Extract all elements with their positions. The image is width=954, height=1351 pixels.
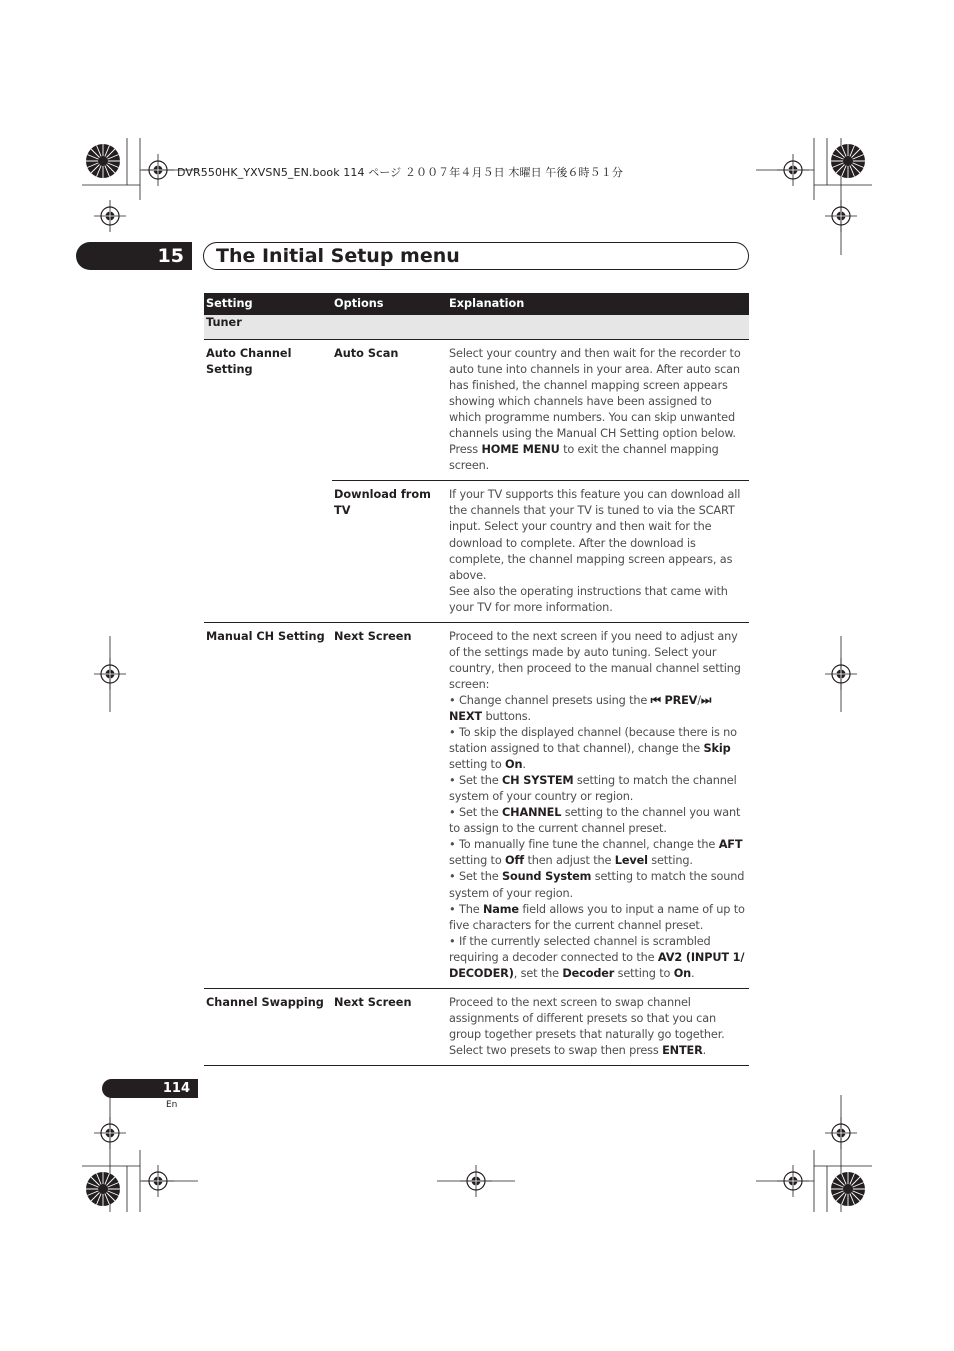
text-line: TV [334,504,351,518]
table-row [204,988,749,1065]
text-line: setting to Off then adjust the Level setting. [449,854,693,868]
text-line: has finished, the channel mapping screen appears [449,379,728,393]
text-line: above. [449,568,487,582]
text-line: auto tune into channels in your area. After auto scan [449,363,740,377]
option-name [332,622,447,988]
explanation [447,481,749,622]
option-name [332,481,447,622]
chapter-title-box [203,242,749,270]
explanation [447,340,749,481]
text-line: Select two presets to swap then press ENTER. [449,1043,707,1057]
text-line: Proceed to the next screen if you need to adjust any [449,629,738,643]
header-explanation: Explanation [447,293,749,315]
text-line: • Set the Sound System setting to match the sound [449,870,745,884]
text-line: • Set the CH SYSTEM setting to match the channel [449,774,737,788]
header-setting: Setting [204,293,332,315]
text-line: • Change channel presets using the ⏮ PREV/⏭ [449,693,711,707]
text-line: Channel Swapping [206,995,324,1009]
text-line: Select your country and then wait for the recorder to [449,347,741,360]
text-line: input. Select your country and then wait for the [449,520,712,534]
text-line: Manual CH Setting [206,629,325,643]
text-line: • To skip the displayed channel (because there is no [449,726,737,740]
chapter-title: The Initial Setup menu [216,245,460,267]
text-line: five characters for the current channel preset. [449,918,704,932]
text-line: Auto Scan [334,347,399,360]
page-number: 114 [162,1081,190,1096]
text-line: Next Screen [334,629,412,643]
print-header: DVR550HK_YXVSN5_EN.book 114 ページ ２００７年４月５日 木曜日 午後６時５１分 [177,166,623,179]
text-line: • The Name field allows you to input a name of up to [449,902,745,916]
text-line: your TV for more information. [449,600,613,614]
text-line: See also the operating instructions that came with [449,584,728,598]
text-line: setting to On. [449,758,526,772]
table-row [204,340,749,481]
text-line: • If the currently selected channel is scrambled [449,934,711,948]
table-header-row [204,293,749,315]
text-line: system of your country or region. [449,790,634,804]
text-line: DECODER), set the Decoder setting to On. [449,966,695,980]
explanation [447,988,749,1065]
section-row [204,315,749,340]
text-line: Download from [334,488,431,502]
text-line: requiring a decoder connected to the AV2 (INPUT 1/ [449,950,745,964]
text-line: Setting [206,363,253,377]
settings-table [204,293,749,1066]
text-line: If your TV supports this feature you can download all [449,488,741,502]
option-name [332,988,447,1065]
text-line: system of your region. [449,886,573,900]
option-name [332,340,447,481]
chapter-tab [76,242,192,270]
text-line: Proceed to the next screen to swap channel [449,995,691,1009]
text-line: assignments of different presets so that you can [449,1011,717,1025]
section-label: Tuner [204,315,749,340]
text-line: which programme numbers. You can skip unwanted [449,411,735,425]
text-line: of the settings made by auto tuning. Select your [449,645,717,659]
table-row [204,622,749,988]
text-line: showing which channels have been assigned to [449,395,712,409]
page-language: En [166,1100,178,1110]
setting-name [204,340,332,623]
text-line: group together presets that naturally go together. [449,1027,725,1041]
page-tab [102,1079,198,1098]
header-options: Options [332,293,447,315]
setting-name [204,988,332,1065]
text-line: country, then proceed to the manual channel setting [449,661,741,675]
chapter-number: 15 [157,245,184,267]
text-line: Press HOME MENU to exit the channel mapping [449,443,719,457]
text-line: • To manually fine tune the channel, change the AFT [449,838,743,852]
text-line: • Set the CHANNEL setting to the channel you want [449,806,741,820]
text-line: screen: [449,677,490,691]
text-line: complete, the channel mapping screen appears, as [449,552,733,566]
text-line: download to complete. After the download is [449,536,696,550]
text-line: NEXT buttons. [449,709,531,723]
text-line: Auto Channel [206,347,292,360]
text-line: screen. [449,459,490,473]
setting-name [204,622,332,988]
text-line: to assign to the current channel preset. [449,822,667,836]
text-line: Next Screen [334,995,412,1009]
text-line: channels using the Manual CH Setting option below. [449,427,736,441]
explanation [447,622,749,988]
text-line: the channels that your TV is tuned to via the SCART [449,504,735,518]
text-line: station assigned to that channel), change the Skip [449,742,731,756]
